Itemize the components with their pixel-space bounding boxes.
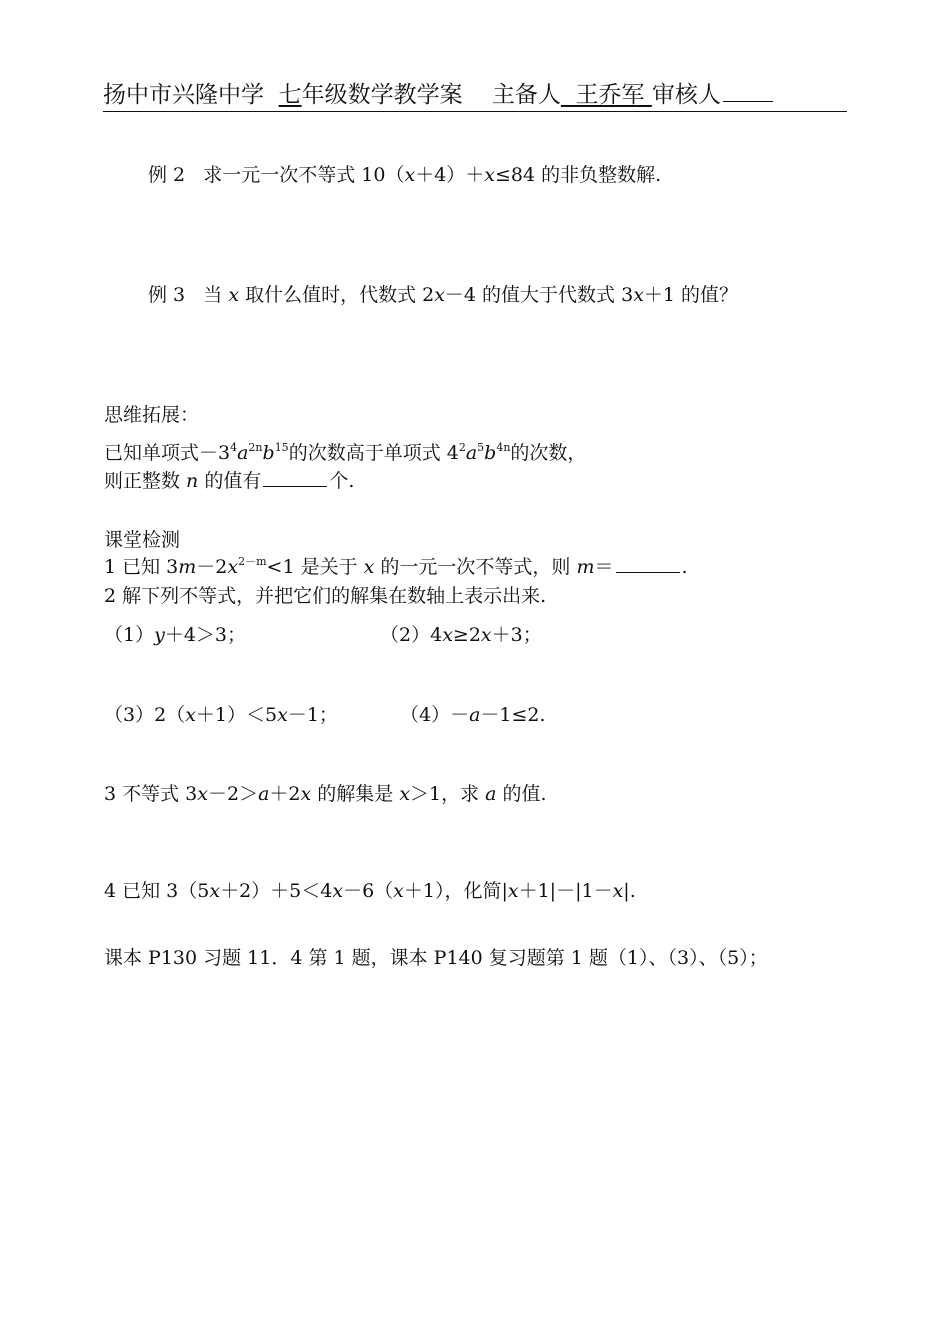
grade-title: 年级数学教学案 <box>301 82 463 108</box>
preparer-name: 王乔军 <box>575 82 645 108</box>
reviewer-label: 审核人 <box>651 82 721 108</box>
example-3: 例 3 当 x 取什么值时，代数式 2x－4 的值大于代数式 3x＋1 的值？ <box>148 284 739 306</box>
school-name: 扬中市兴隆中学 <box>103 82 264 108</box>
quiz-q2-3: （3）2（x＋1）＜5x－1； <box>104 704 338 726</box>
answer-blank <box>263 485 327 487</box>
preparer-label: 主备人 <box>491 82 561 108</box>
quiz-q3: 3 不等式 3x－2＞a＋2x 的解集是 x＞1，求 a 的值. <box>104 783 547 805</box>
homework: 课本 P130 习题 11．4 第 1 题，课本 P140 复习题第 1 题（1）、（3）、（5）； <box>104 947 768 969</box>
reviewer-blank <box>723 100 773 102</box>
page-header <box>103 76 847 112</box>
quiz-q2-1: （1）y＋4＞3； <box>104 624 247 646</box>
extension-line-2: 则正整数 n 的值有 个. <box>104 470 355 492</box>
quiz-title: 课堂检测 <box>104 529 181 551</box>
example-2: 例 2 求一元一次不等式 10（x＋4）＋x≤84 的非负整数解. <box>148 164 662 186</box>
grade-prefix: 七 <box>278 82 302 108</box>
quiz-q1: 1 已知 $3m-2x^{2-m}<1$ 是关于 x 的一元一次不等式，则 m＝ . <box>104 555 688 578</box>
quiz-q2: 2 解下列不等式，并把它们的解集在数轴上表示出来. <box>104 585 547 607</box>
quiz-q2-4: （4）－a－1≤2. <box>400 704 546 726</box>
answer-blank <box>616 571 680 573</box>
extension-line-1: 已知单项式$-3^4a^{2n}b^{15}$的次数高于单项式 $4^2a^5b^{4n}$的次数， <box>104 441 587 464</box>
quiz-q2-2: （2）4x≥2x＋3； <box>380 624 542 646</box>
extension-title: 思维拓展： <box>104 404 200 426</box>
quiz-q4: 4 已知 3（5x＋2）＋5＜4x－6（x＋1），化简|x＋1|－|1－x|. <box>104 880 636 902</box>
